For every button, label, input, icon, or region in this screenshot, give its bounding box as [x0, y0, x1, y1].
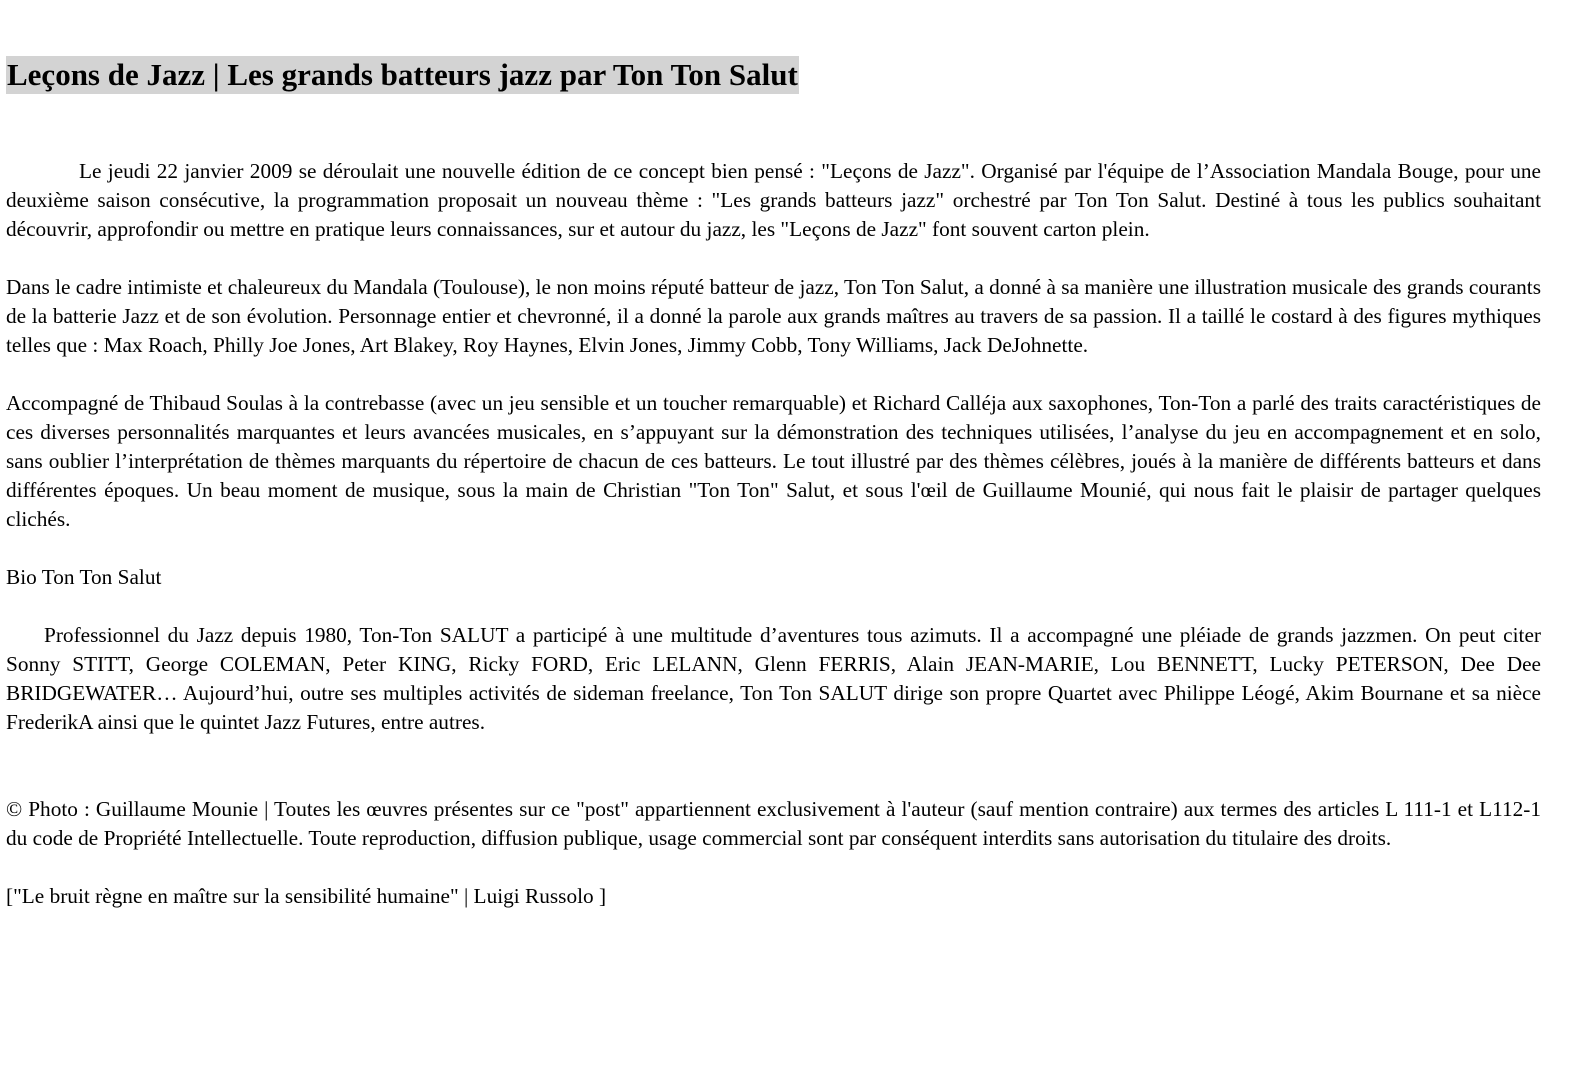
paragraph-concert: Dans le cadre intimiste et chaleureux du Mandala (Toulouse), le non moins réputé batteur de jazz, Ton Ton Salut, a donné à sa manière une illustration musicale des grands courants de la batterie Jazz et de son évolution. Personnage entier et chevronné, il a donné la parole aux grands maîtres au travers de sa passion. Il a taillé le costard à des figures mythiques telles que : Max Roach, Philly Joe Jones, Art Blakey, Roy Haynes, Elvin Jones, Jimmy Cobb, Tony Williams, Jack DeJohnette.: [6, 275, 1541, 357]
paragraph-musicians: Accompagné de Thibaud Soulas à la contrebasse (avec un jeu sensible et un toucher remarquable) et Richard Calléja aux saxophones, Ton-Ton a parlé des traits caractéristiques de ces diverses personnalités marquantes et leurs avancées musicales, en s’appuyant sur la démonstration des techniques utilisées, l’analyse du jeu en accompagnement et en solo, sans oublier l’interprétation de thèmes marquants du répertoire de chacun de ces batteurs. Le tout illustré par des thèmes célèbres, joués à la manière de différents batteurs et dans différentes époques. Un beau moment de musique, sous la main de Christian "Ton Ton" Salut, et sous l'œil de Guillaume Mounié, qui nous fait le plaisir de partager quelques clichés.: [6, 391, 1541, 531]
bio-heading: Bio Ton Ton Salut: [6, 565, 162, 589]
quote: ["Le bruit règne en maître sur la sensibilité humaine" | Luigi Russolo ]: [6, 884, 607, 908]
paragraph-bio: Professionnel du Jazz depuis 1980, Ton-Ton SALUT a participé à une multitude d’aventures tous azimuts. Il a accompagné une pléiade de grands jazzmen. On peut citer Sonny STITT, George COLEMAN, Peter KING, Ricky FORD, Eric LELANN, Glenn FERRIS, Alain JEAN-MARIE, Lou BENNETT, Lucky PETERSON, Dee Dee BRIDGEWATER… Aujourd’hui, outre ses multiples activités de sideman freelance, Ton Ton SALUT dirige son propre Quartet avec Philippe Léogé, Akim Bournane et sa nièce FrederikA ainsi que le quintet Jazz Futures, entre autres.: [6, 623, 1541, 734]
title-wrapper: [6, 56, 1541, 94]
paragraph-intro: Le jeudi 22 janvier 2009 se déroulait une nouvelle édition de ce concept bien pensé : "Leçons de Jazz". Organisé par l'équipe de l’Association Mandala Bouge, pour une deuxième saison consécutive, la programmation proposait un nouveau thème : "Les grands batteurs jazz" orchestré par Ton Ton Salut. Destiné à tous les publics souhaitant découvrir, approfondir ou mettre en pratique leurs connaissances, sur et autour du jazz, les "Leçons de Jazz" font souvent carton plein.: [6, 159, 1541, 241]
page-title: Leçons de Jazz | Les grands batteurs jazz par Ton Ton Salut: [7, 57, 798, 92]
article-body: [6, 157, 1541, 911]
article: [6, 0, 1541, 911]
copyright-notice: © Photo : Guillaume Mounie | Toutes les œuvres présentes sur ce "post" appartiennent exclusivement à l'auteur (sauf mention contraire) aux termes des articles L 111-1 et L112-1 du code de Propriété Intellectuelle. Toute reproduction, diffusion publique, usage commercial sont par conséquent interdits sans autorisation du titulaire des droits.: [6, 797, 1541, 850]
